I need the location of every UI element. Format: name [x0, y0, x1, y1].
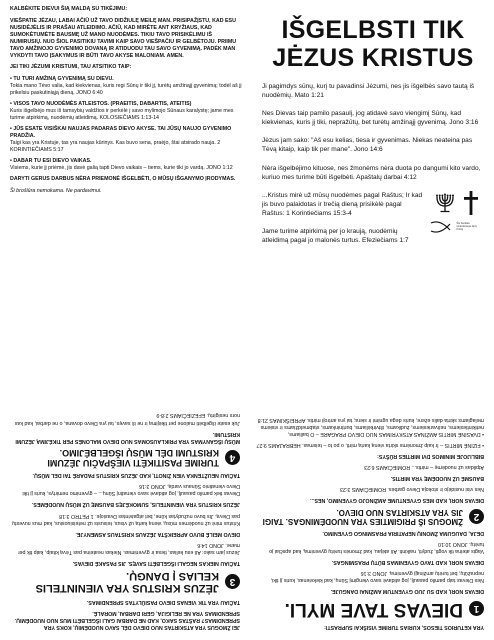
step-verse: • FIZINĖ MIRTIS – Ir kaip žmonėms skirta vieną kartą mirti, o po to – teismas. HEBRAJAMS 9:27	[256, 442, 484, 449]
step-lead: BAUSMĖ UŽ NUODĖMĘ YRA MIRTIS.	[390, 475, 484, 482]
step-verse: Kristus mirė už nuodėmes mūsų, vieną kartą už visus, teisusis už neteisiuosius, kad mus nuvestų pas Dievą. Jis buvo nužudytas kūne, bet atgaivintas Dvasioje. 1 PETRO 3:18	[12, 512, 240, 526]
step-1-header	[254, 598, 484, 619]
step-verse: Jėzus jam sako: Aš esu kelias, tiesa ir gyvenimas. Niekas neateina pas Tėvą kitaip, kaip tik per mane. JONO 14:6	[17, 541, 240, 555]
list-item	[10, 76, 242, 97]
step-lead: TAČIAU YRA TIK VIENAS DIEVO PASIŪLYTAS SPRENDIMAS.	[86, 598, 240, 605]
list-item-body: Kuris išgelbėjo mus iš tamsybių valdžios ir perkėlė į savo mylimojo Sūnaus karalystę; jame mes turime atpirkimą, nuodėmių atleidimą. KOLOSIEČIAMS 1:13-14	[10, 107, 234, 121]
step-title: DIEVAS TAVE MYLI.	[284, 598, 463, 620]
closing-statement: DARYTI GERUS DARBUS NĖRA PRIEMONĖ IŠGELBĖTI, O MŪSŲ IŠGANYMO ĮRODYMAS.	[10, 176, 236, 183]
title-line-1: IŠGELBSTI TIK	[281, 16, 465, 44]
step-verse: Nes Dievas taip pamilo pasaulį, jog atidavė savo viengimį Sūnų, kad kiekvienas, kuris jį tiki, nepražūtų, bet turėtų amžinąjį gyvenimą. JONO 3:16	[270, 570, 484, 584]
verse-paragraph: Ji pagimdys sūnų, kurį tu pavadinsi Jėzumi, nes jis išgelbės savo tautą iš nuodėmių. Mato 1:21	[262, 83, 475, 100]
steps-column-left	[254, 412, 484, 630]
step-lead: DIEVAS NORI, KAD MES GYVENTUME AMŽINOJO GYVENIMO, NES...	[310, 497, 484, 504]
list-item-head: • JŪS ESATE VISIŠKAI NAUJAS PADARAS DIEVO AKYSE. TAI JŪSŲ NAUJO GYVENIMO PRADŽIA.	[10, 125, 232, 139]
step-lead: BIBLIJOJE MINIMOS DVI MIRTIES RŪŠYS:	[377, 453, 484, 460]
step-verse: Dievas tiek pamilo pasaulį, jog atidavė savo vienatinį Sūnų... – gyvenimo nemirtys, kuris jį tiki Dievo vienatinio Sūnaus vardą. JONO 3:16	[22, 483, 240, 497]
step-lead: JEI ŽMOGUS YRA ATSKIRTAS NUO DIEVO DĖL SAVO NUODĖMIŲ, KOKS YRA SPRENDIMAS? RAŠTAS SAKO, KAD NE DARBAI GALI IŠGELBĖTI MUS NUO NUODĖMIŲ. SPRENDIMAS YRA NE RELIGIJA, GERI DARBAI, MORALĖ.	[14, 609, 240, 630]
faith-row	[262, 191, 484, 245]
benefits-list	[10, 76, 242, 172]
step-4-header	[10, 448, 240, 468]
step-verse: Vagis ateina tik vogti, žudyti, naikinti. Aš atėjau, kad žmonės turėtų gyvenimą, kad apsčiai jo turėtų. JONO 10:10	[269, 540, 484, 554]
step-lead: MŪSŲ IŠGANYMAS YRA PRIKLAUSOMAS NUO DIEVO MALONĖS PER TIKĖJIMĄ JĖZUMI KRISTUMI.	[15, 430, 240, 444]
menorah-icon	[434, 192, 456, 214]
step-number: 3	[225, 574, 240, 589]
step-lead: JĖZUS KRISTUS YRA VIENINTELIS, SUMOKĖJĘS BAUSMĘ UŽ MŪSŲ NUODĖMES.	[31, 501, 240, 508]
list-item	[10, 126, 242, 154]
list-item-body: Taigi kas yra Kristuje, tas yra naujas kūrinys. Kas buvo sena, praėjo, štai atsirado nauja. 2 KORINTIEČIAMS 5:17	[10, 140, 221, 154]
fish-block	[430, 221, 483, 233]
list-item-body: Tokia mano Tėvo valia, kad kiekvienas, kuris regi Sūnų ir tiki jį, turėtų amžinąjį gyvenimą; todėl aš jį prikelsiu paskutiniąją dieną. JONO 6:40	[10, 82, 242, 96]
page-title	[262, 16, 484, 72]
footer-note: Ši brošiūra nemokama. Ne pardavimui.	[10, 187, 102, 194]
ichthys-icon	[430, 221, 454, 233]
list-item-head: • TU TURI AMŽINĄ GYVENIMĄ SU DIEVU.	[10, 75, 114, 82]
verse-paragraph: Jame turime atpirkimą per jo kraują, nuodėmių atleidimą pagal jo malonės turtus. Efeziečiams 1:7	[262, 228, 409, 245]
verse-paragraph: ...Kristus mirė už mūsų nuodėmes pagal Raštus; Ir kad jis buvo palaidotas ir trečią dieną prisikėlė pagal Raštus: 1 Korintiečiams 15:3-4	[262, 191, 423, 217]
list-item-body: Visiems, kurie jį priėmė, jis davė galią tapti Dievo vaikais – tiems, kurie tiki jo vardą. JONO 1:12	[10, 165, 233, 172]
verse-paragraph: Jėzus jam sako: "Aš esu kelias, tiesa ir gyvenimas. Niekas neateina pas Tėvą kitaip, kaip tik per mane". Jono 14:6	[262, 137, 473, 154]
step-title: TURIME PASITIKĖTI VIEŠPAČIU JĖZUMI KRISTUMI DĖL MŪSŲ IŠGELBĖJIMO.	[47, 448, 219, 469]
step-number: 1	[469, 601, 484, 616]
step-lead: TAČIAU NIEKAS NEGALI IŠGELBĖTI SAVĘS. JIS PASAKĖ DIEVAS.	[72, 559, 240, 566]
step-verse: Nes visi nusidėjo ir stokoja Dievo garbės. ROMIEČIAMS 3:23	[340, 486, 484, 493]
inverted-panel	[0, 320, 494, 640]
steps-column-right	[10, 407, 240, 630]
list-item-head: • VISOS TAVO NUODĖMĖS ATLEISTOS. (PRAEITIS, DABARTIS, ATEITIS)	[10, 100, 192, 107]
step-2-header	[254, 507, 484, 525]
list-item	[10, 158, 242, 172]
list-item-head: • DABAR TU ESI DIEVO VAIKAS.	[10, 158, 92, 165]
step-verse: Atpildas už nuodėmę – mirtis... ROMIEČIAMS 6:23	[364, 464, 484, 471]
fish-note: Šis ženklas simbolizuoja Jėzų Kristų	[456, 222, 477, 232]
prayer-heading: KALBĖKITE DIEVUI ŠIĄ MALDĄ SU TIKĖJIMU:	[10, 6, 128, 12]
prayer-column	[10, 6, 242, 199]
step-verse: • DVASINĖ MIRTIS AMŽINAS ATSKYRIMAS NUO DIEVO PRAGARE – O bailiams, netikintiesiems, nešvariesiems, žudikams, ištvirkėliams, burtininkams, stabmeldžiams ir visiems melagiams skirta dalis ežere, kuris dega ugnimi ir siera; tai yra antroji mirtis. APREIŠKIMAS 21:8	[257, 417, 484, 438]
symbol-row	[434, 191, 478, 215]
step-number: 4	[225, 450, 240, 465]
prayer-text: VIEŠPATIE JĖZAU, LABAI AČIŪ UŽ TAVO DIDŽIULĘ MEILĘ MAN. PRISIPAŽĮSTU, KAD ESU NUSIDĖJĖLIS IR PRAŠAU ATLEIDIMO. AČIŪ, KAD MIRĖTE ANT KRYŽIAUS, KAD SUMOKĖTUMĖTE BAUSMĘ UŽ MANO NUODĖMES. TIKIU TAVO PRISIKĖLIMU IŠ NUMIRUSIŲ. NUO ŠIOL PASITIKIU TAVIMI KAIP SAVO VIEŠPAČIU IR GELBĖTOJU. PRIIMU TAVO AMŽINOJO GYVENIMO DOVANĄ IR ATIDUODU TAU SAVO GYVENIMĄ. PADĖK MAN VYKDYTI TAVO ĮSAKYMUS IR BŪTI TAVO AKYSE MALONIAM. AMEN.	[10, 17, 237, 59]
steps-intro: YRA KETURIOS TIESOS, KURIAS TURIME VISIŠKAI SUPRASTI:	[324, 624, 484, 630]
if-believe-heading: JEI TIKI JĖZUMI KRISTUMI, TAU ATSITIKO TAIP:	[10, 64, 132, 71]
step-title: ŽMOGUS IŠ PRIGIMTIES YRA NUODĖMINGAS. TAIGI JIS YRA ATSKIRTAS NUO DIEVO.	[262, 508, 463, 526]
list-item	[10, 101, 242, 122]
verses-column	[262, 8, 484, 245]
cross-icon	[464, 191, 478, 215]
step-3-header	[10, 570, 240, 594]
symbols-group	[428, 191, 484, 233]
step-lead: DIEVAS NORI, KAD TAVO GYVENIMAS BŪTŲ PRASMINGAS.	[331, 558, 484, 565]
step-lead: TAČIAU NEUŽTENKA VIEN ŽINOTI, KAD JĖZUS KRISTUS PADARĖ TAI DEL MŪSŲ.	[32, 472, 240, 479]
step-lead: DIEVAS NORI, KAD SU JUO GYVENTUM AMŽINAI DANGUJE.	[330, 588, 484, 595]
step-lead: DEJA, DAUGUMA ŽMONIŲ NEPATIRIA PRASMINGO GYVENIMO.	[322, 529, 484, 536]
step-lead: DIEVO MEILĖ BUVO APREIKŠTA JĖZAUS KRISTAUS ASMENYJE.	[75, 530, 240, 537]
faith-text	[262, 191, 424, 245]
verse-paragraph: Nėra išgelbėjimo kituose, nes žmonėms nėra duota po dangumi kito vardo, kuriuo mes turime būti išgelbėti. Apaštalų darbai 4:12	[262, 164, 481, 181]
step-number: 2	[469, 509, 484, 524]
step-title: JĖZUS KRISTUS YRA VIENINTELIS KELIAS Į DANGŲ.	[35, 569, 219, 594]
title-line-2: JĖZUS KRISTUS	[272, 44, 474, 72]
verse-paragraph: Nes Dievas taip pamilo pasaulį, jog atidavė savo viengimį Sūnų, kad kiekvienas, kuris jį tiki, nepražūtų, bet turėtų amžinąjį gyvenimą. Jono 3:16	[262, 110, 479, 127]
step-verse: Juk esate išgelbėti malone per tikėjimą ir ne iš savęs, tai yra Dievo dovana, o ne darbai, kad kas nors nesigirtų. EFEZIEČIAMS 2:8-9	[14, 412, 240, 426]
